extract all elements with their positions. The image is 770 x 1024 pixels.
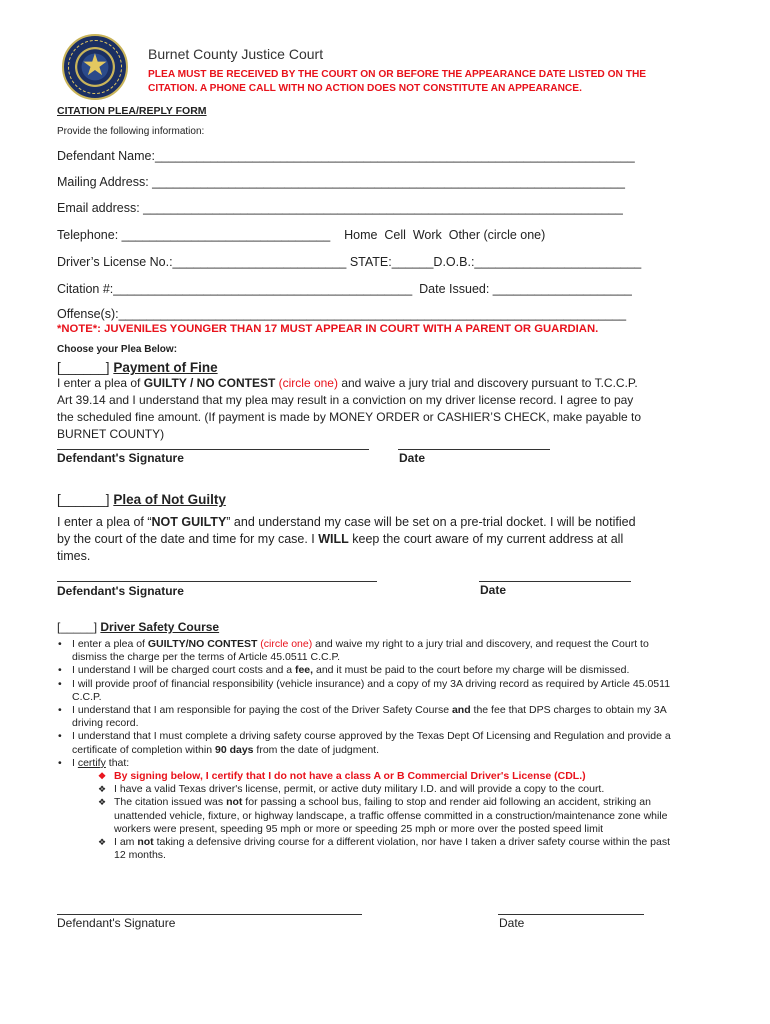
not-guilty-heading [57,492,226,507]
appearance-notice: PLEA MUST BE RECEIVED BY THE COURT ON OR BEFORE THE APPEARANCE DATE LISTED ON THE CITATION. A PHONE CALL WITH NO ACTION DOES NOT CONSTITUTE AN APPEARANCE. [148,69,647,94]
safety-date-line[interactable] [498,914,644,915]
fine-signature-line[interactable] [57,449,369,450]
juvenile-note: *NOTE*: JUVENILES YOUNGER THAN 17 MUST APPEAR IN COURT WITH A PARENT OR GUARDIAN. [57,323,599,335]
list-item: • I understand I will be charged court costs and a fee, and it must be paid to the court before my charge will be dismissed. [72,664,672,677]
safety-signature-line[interactable] [57,914,362,915]
defendant-name-field[interactable]: Defendant Name:_____________________________________________________________________ [57,149,635,163]
not-guilty-date-line[interactable] [479,581,631,582]
safety-signature-label: Defendant's Signature [57,916,176,930]
choose-plea-heading: Choose your Plea Below: [57,344,178,355]
fine-date-line[interactable] [398,449,550,450]
certify-list [72,770,672,862]
list-item: ❖ The citation issued was not for passing a school bus, failing to stop and render aid following an accident, striking an unattended vehicle, fixture, or highway landscape, a traffic offense committed in a construction/maintenance zone while workers were present, speeding 95 mph or more or speeding 25 mph or more over the posted speed limit [114,796,672,836]
not-guilty-text: I enter a plea of “NOT GUILTY” and understand my case will be set on a pre-trial docket. I will be notified by the court of the date and time for my case. I WILL keep the court aware of my current address at all times. [57,515,636,563]
fine-checkbox[interactable]: [______] [57,360,110,375]
safety-terms-list [57,638,672,862]
not-guilty-signature-label: Defendant's Signature [57,584,184,598]
list-item: • I understand that I am responsible for paying the cost of the Driver Safety Course and the fee that DPS charges to obtain my 3A driving record. [72,704,672,730]
not-guilty-checkbox[interactable]: [______] [57,492,110,507]
safety-checkbox[interactable]: [_____] [57,620,98,634]
list-item: • I certify that: ❖ By signing below, I certify that I do not have a class A or B Commercial Driver's License (CDL.) ❖ I have a valid Texas driver's license, permit, or active duty military I.D. and will provide a copy to the court. ❖ The citation issued was not for passing a school bus, failing to stop and render aid following an accident, striking an unattended vehicle, fixture, or highway landscape, a traffic offense committed in a construction/maintenance zone while workers were present, speeding 95 mph or more or speeding 25 mph or more over the posted speed limit ❖ I am not taking a defensive driving course for a different violation, nor have I taken a driver safety course within the past 12 months. [72,757,672,863]
list-item: • I understand that I must complete a driving safety course approved by the Texas Dept Of Licensing and Regulation and provide a certificate of completion within 90 days from the date of judgment. [72,730,672,756]
telephone-field[interactable]: Telephone: ______________________________ Home Cell Work Other (circle one) [57,228,546,242]
fine-title: Payment of Fine [113,360,218,375]
fine-text: I enter a plea of GUILTY / NO CONTEST (circle one) and waive a jury trial and discovery pursuant to T.C.C.P. Art 39.14 and I understand that my plea may result in a conviction on my driver license record. I agree to pay the scheduled fine amount. (If payment is made by MONEY ORDER or CASHIER’S CHECK, make payable to BURNET COUNTY) [57,376,642,441]
safety-date-label: Date [499,916,525,930]
fine-date-label: Date [399,451,426,465]
driver-safety-heading [57,620,219,634]
citation-field[interactable]: Citation #:___________________________________________ Date Issued: ____________________ [57,282,632,296]
form-title: CITATION PLEA/REPLY FORM [57,105,207,117]
safety-title: Driver Safety Course [100,620,220,634]
offenses-field[interactable]: Offense(s):_________________________________________________________________________ [57,307,627,321]
drivers-license-field[interactable]: Driver’s License No.:_________________________ STATE:______D.O.B.:________________________ [57,255,642,269]
list-item: ❖ I am not taking a defensive driving course for a different violation, nor have I taken a driver safety course within the past 12 months. [114,836,672,862]
list-item: ❖ I have a valid Texas driver's license, permit, or active duty military I.D. and will provide a copy to the court. [114,783,672,796]
mailing-address-field[interactable]: Mailing Address: ____________________________________________________________________ [57,175,625,189]
email-address-field[interactable]: Email address: _____________________________________________________________________ [57,201,623,215]
court-name: Burnet County Justice Court [148,46,324,62]
not-guilty-date-label: Date [480,583,507,597]
list-item: • I enter a plea of GUILTY/NO CONTEST (circle one) and waive my right to a jury trial and discovery, and request the Court to dismiss the charge per the terms of Article 45.0511 C.C.P. [72,638,672,664]
payment-of-fine-heading [57,360,218,375]
list-item: ❖ By signing below, I certify that I do not have a class A or B Commercial Driver's License (CDL.) [114,770,672,783]
fine-signature-label: Defendant's Signature [57,451,184,465]
instructions: Provide the following information: [57,126,205,137]
list-item: • I will provide proof of financial responsibility (vehicle insurance) and a copy of my 3A driving record as required by Article 45.0511 C.C.P. [72,678,672,704]
not-guilty-signature-line[interactable] [57,581,377,582]
not-guilty-title: Plea of Not Guilty [113,492,226,507]
county-seal-icon: ★ [62,34,128,100]
